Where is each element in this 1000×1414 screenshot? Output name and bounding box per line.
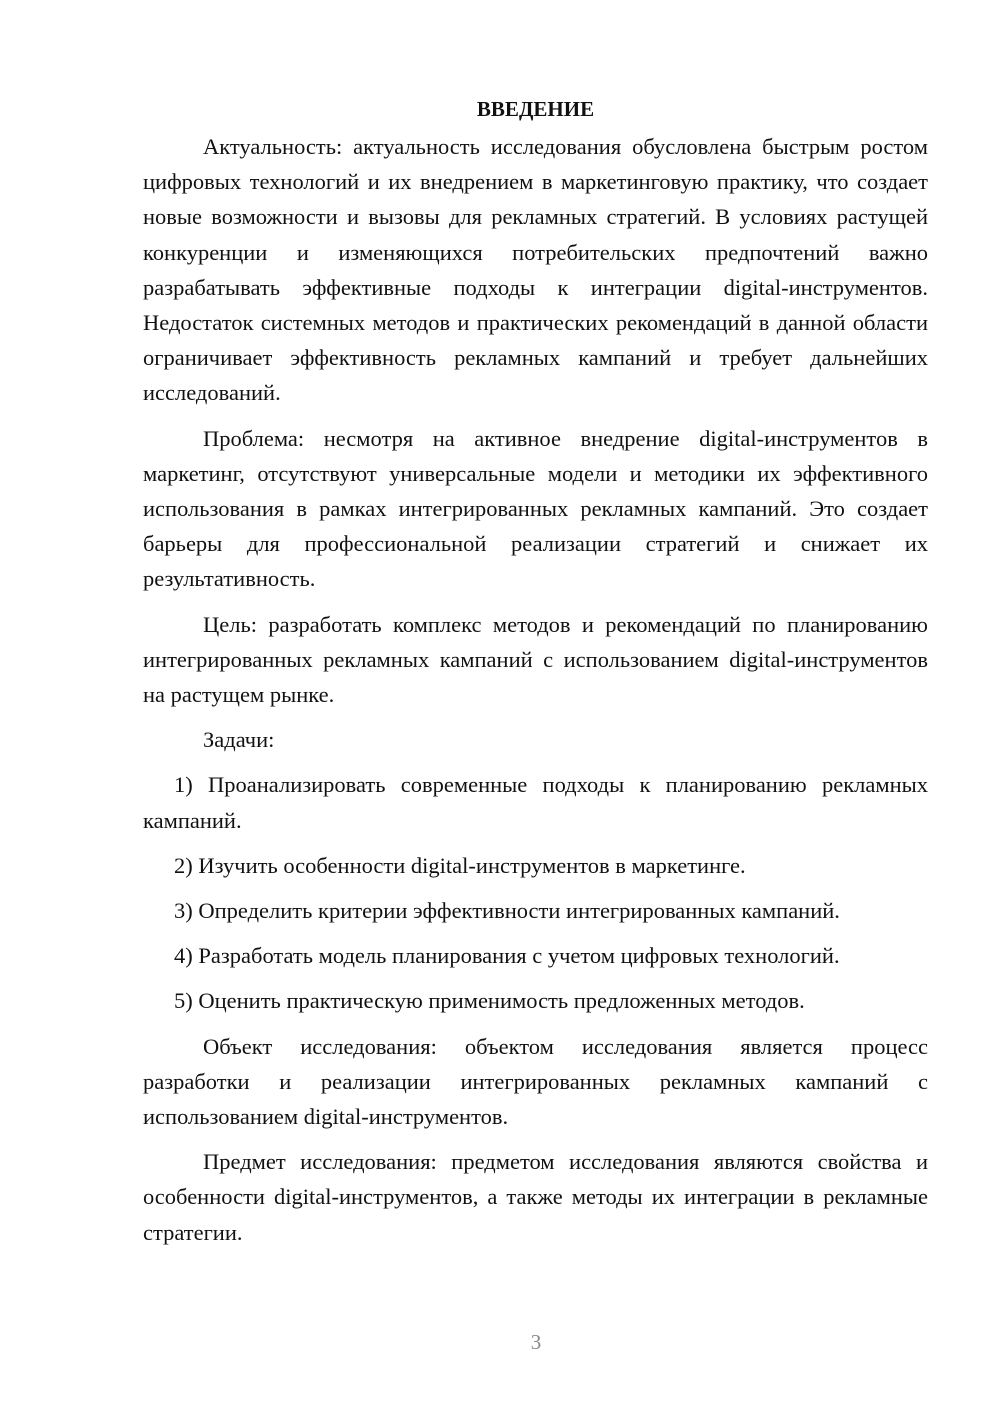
goal-paragraph: Цель: разработать комплекс методов и рекомендаций по планированию интегрированных рекламных кампаний с использованием digital-инструментов на растущем рынке. — [143, 611, 928, 708]
task-item-4: 4) Разработать модель планирования с учетом цифровых технологий. — [174, 943, 840, 969]
subject-paragraph: Предмет исследования: предметом исследования являются свойства и особенности digital-инструментов, а также методы их интеграции в рекламные стратегии. — [143, 1149, 928, 1245]
relevance-paragraph: Актуальность: актуальность исследования обусловлена быстрым ростом цифровых технологий и их внедрением в маркетинговую практику, что создает новые возможности и вызовы для рекламных стратегий. В условиях растущей конкуренции и изменяющихся потребительских предпочтений важно разрабатывать эффективные подходы к интеграции digital-инструментов. Недостаток системных методов и практических рекомендаций в данной области ограничивает эффективность рекламных кампаний и требует дальнейших исследований. — [143, 134, 928, 406]
tasks-label: Задачи: — [203, 727, 275, 753]
page-content — [143, 92, 928, 1250]
object-paragraph: Объект исследования: объектом исследования является процесс разработки и реализации интегрированных рекламных кампаний с использованием digital-инструментов. — [143, 1033, 928, 1130]
page-number: 3 — [530, 1330, 542, 1354]
task-item-2: 2) Изучить особенности digital-инструментов в маркетинге. — [174, 852, 746, 878]
task-item-5: 5) Оценить практическую применимость предложенных методов. — [174, 988, 805, 1014]
task-item-1: 1) Проанализировать современные подходы к планированию рекламных кампаний. — [143, 772, 928, 833]
task-item-3: 3) Определить критерии эффективности интегрированных кампаний. — [174, 898, 840, 924]
section-heading: ВВЕДЕНИЕ — [476, 97, 595, 121]
problem-paragraph: Проблема: несмотря на активное внедрение digital-инструментов в маркетинг, отсутствуют универсальные модели и методики их эффективного использования в рамках интегрированных рекламных кампаний. Это создает барьеры для профессиональной реализации стратегий и снижает их результативность. — [143, 425, 928, 592]
